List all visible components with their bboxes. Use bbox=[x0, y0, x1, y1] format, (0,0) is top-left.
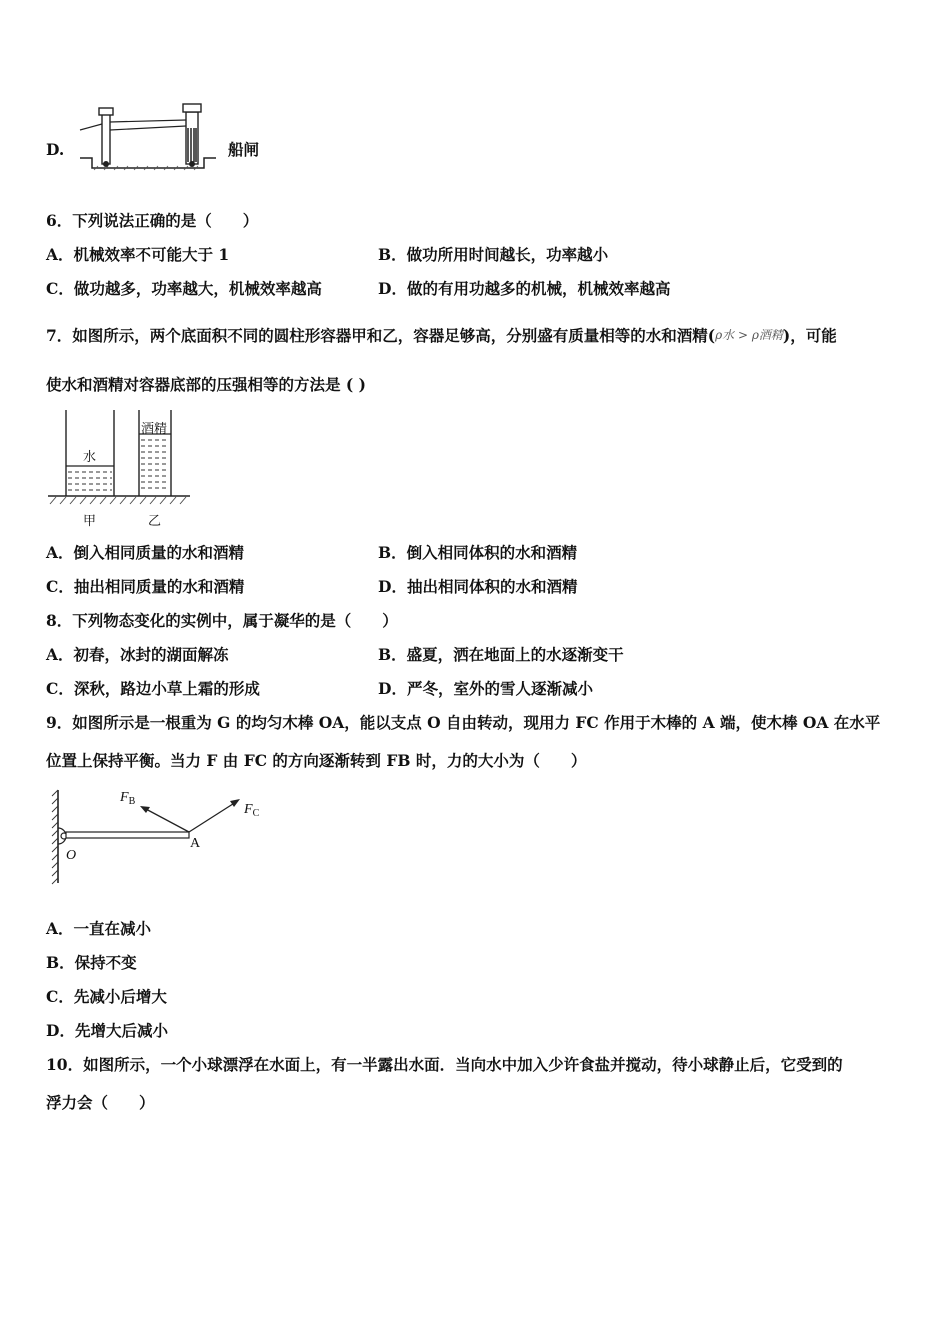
q7-stem-line1 bbox=[46, 324, 837, 347]
q7-stem-before: 7．如图所示，两个底面积不同的圆柱形容器甲和乙，容器足够高，分别盛有质量相等的水和酒精( bbox=[46, 326, 716, 345]
q9-option-c: C．先减小后增大 bbox=[46, 987, 167, 1006]
q9-label-a: A bbox=[190, 836, 201, 851]
q7-label-jia: 甲 bbox=[83, 514, 97, 529]
q9-label-fc-letter: F bbox=[244, 802, 253, 817]
q8-stem: 8．下列物态变化的实例中，属于凝华的是（ ） bbox=[46, 611, 398, 630]
q9-option-b: B．保持不变 bbox=[46, 953, 137, 972]
q8-option-b: B．盛夏，洒在地面上的水逐渐变干 bbox=[378, 645, 624, 664]
q6-option-a: A．机械效率不可能大于 1 bbox=[46, 245, 230, 264]
q8-option-a: A．初春，冰封的湖面解冻 bbox=[46, 645, 229, 664]
ship-lock-figure bbox=[78, 100, 218, 172]
q10-stem-line1: 10．如图所示，一个小球漂浮在水面上，有一半露出水面．当向水中加入少许食盐并搅动，待小球静止后，它受到的 bbox=[46, 1055, 843, 1074]
q9-label-fc-sub: C bbox=[252, 808, 260, 819]
q6-stem: 6．下列说法正确的是（ ） bbox=[46, 211, 259, 230]
q9-stem-line1: 9．如图所示是一根重为 G 的均匀木棒 OA，能以支点 O 自由转动，现用力 FC 作用于木棒的 A 端，使木棒 OA 在水平 bbox=[46, 713, 881, 732]
q9-stem-line2: 位置上保持平衡。当力 F 由 FC 的方向逐渐转到 FB 时，力的大小为（ ） bbox=[46, 751, 587, 770]
q7-option-c: C．抽出相同质量的水和酒精 bbox=[46, 577, 245, 596]
q7-label-water: 水 bbox=[83, 450, 97, 465]
q9-option-a: A．一直在减小 bbox=[46, 919, 152, 938]
q9-option-d: D．先增大后减小 bbox=[46, 1021, 168, 1040]
q6-option-c: C．做功越多，功率越大，机械效率越高 bbox=[46, 279, 322, 298]
q7-option-b: B．倒入相同体积的水和酒精 bbox=[378, 543, 578, 562]
q6-option-d: D．做的有用功越多的机械，机械效率越高 bbox=[378, 279, 671, 298]
q7-label-alcohol: 酒精 bbox=[141, 422, 168, 437]
q6-option-b: B．做功所用时间越长，功率越小 bbox=[378, 245, 609, 264]
q9-label-fb-letter: F bbox=[120, 790, 129, 805]
q7-option-a: A．倒入相同质量的水和酒精 bbox=[46, 543, 245, 562]
q9-label-o: O bbox=[66, 848, 77, 863]
q8-option-d: D．严冬，室外的雪人逐渐减小 bbox=[378, 679, 593, 698]
q7-stem-after: )，可能 bbox=[782, 326, 837, 345]
q10-stem-line2: 浮力会（ ） bbox=[46, 1093, 155, 1112]
q9-label-fc bbox=[244, 802, 259, 819]
q8-option-c: C．深秋，路边小草上霜的形成 bbox=[46, 679, 260, 698]
q7-density-formula: ρ水 > ρ酒精 bbox=[715, 328, 783, 342]
q7-stem-line2: 使水和酒精对容器底部的压强相等的方法是 ( ) bbox=[46, 375, 366, 394]
q5-option-d-letter: D. bbox=[46, 140, 65, 159]
q5-option-d-text: 船闸 bbox=[228, 140, 260, 159]
q7-containers-figure bbox=[44, 410, 194, 530]
q7-option-d: D．抽出相同体积的水和酒精 bbox=[378, 577, 578, 596]
q7-label-yi: 乙 bbox=[148, 514, 162, 529]
q9-label-fb-sub: B bbox=[128, 796, 136, 807]
q9-label-fb bbox=[120, 790, 135, 807]
